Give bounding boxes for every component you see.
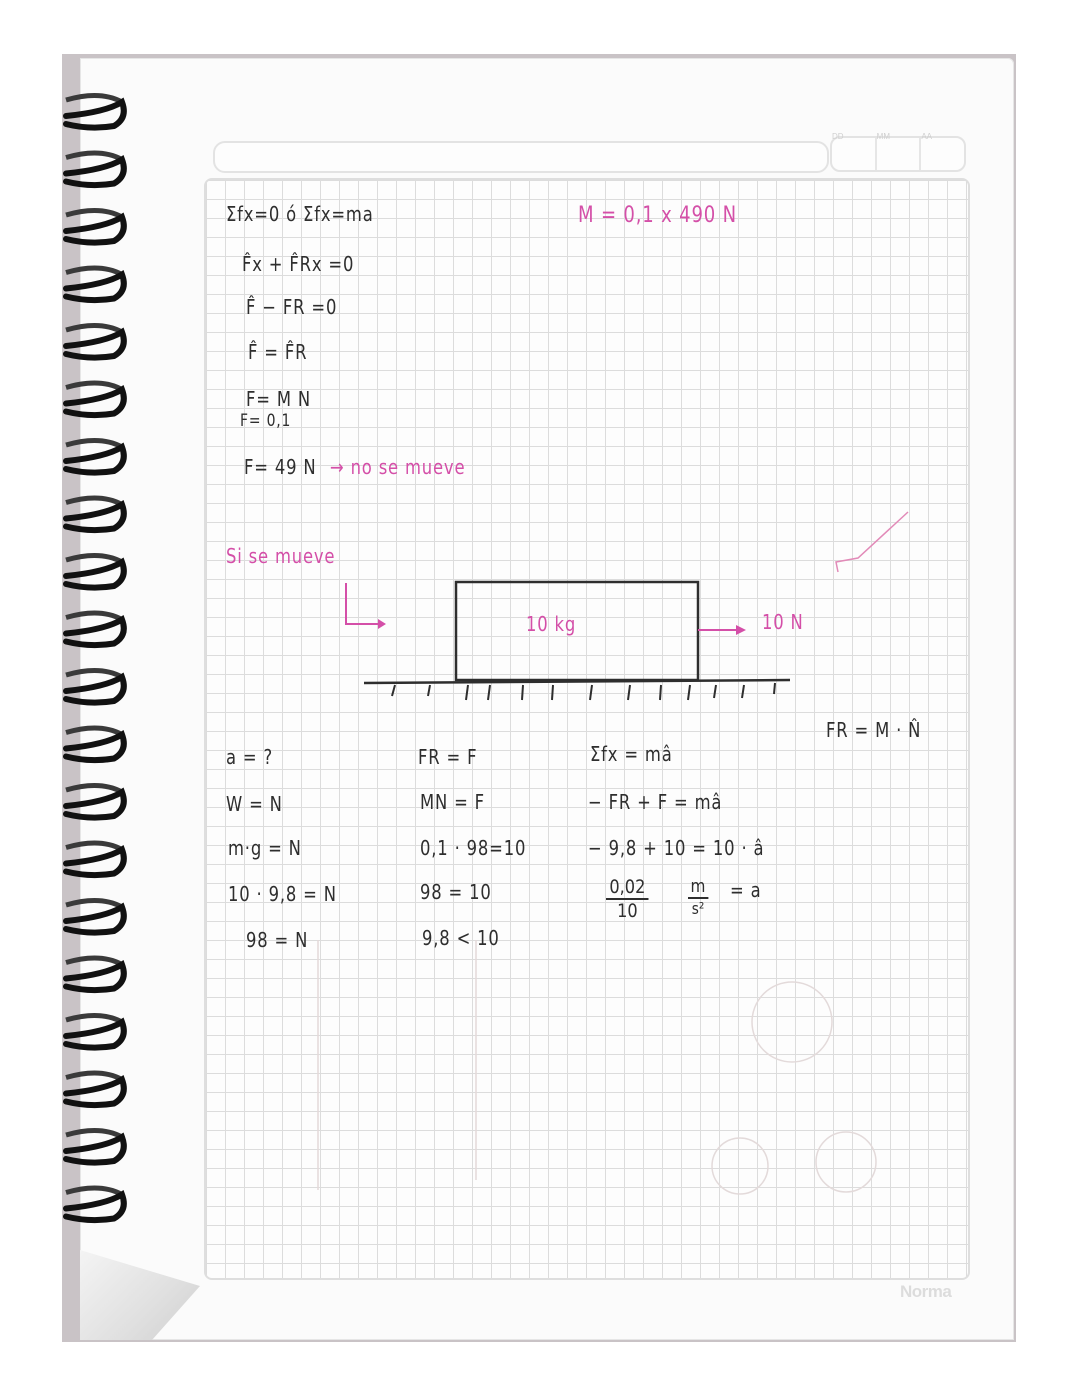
col1-line-4: 10 · 9,8 = N (228, 882, 337, 906)
force-arrow-head-icon (736, 625, 746, 635)
col1-line-2: W = N (226, 792, 283, 816)
force-label: 10 N (762, 610, 804, 634)
force-difference-equation: F̂ − FR =0 (246, 295, 338, 319)
acceleration-result: = a (730, 878, 762, 902)
date-year-label: AA (921, 132, 933, 141)
block-rectangle (456, 582, 698, 680)
friction-result: F= 49 N (244, 455, 317, 479)
stray-pen-stroke (836, 512, 908, 572)
unit-denominator: s² (691, 899, 705, 918)
axis-arrow-icon (346, 583, 378, 624)
ground-line (364, 680, 790, 683)
col2-line-4: 98 = 10 (420, 880, 492, 904)
date-day-label: DD (832, 132, 844, 141)
friction-formula: F= M N (246, 387, 311, 411)
normal-force-calc: M = 0,1 x 490 N (578, 203, 737, 228)
date-month-label: MM (876, 132, 890, 141)
col1-line-5: 98 = N (246, 928, 309, 952)
friction-force-formula: FR = M · N̂ (826, 718, 922, 742)
col2-line-3: 0,1 · 98=10 (420, 836, 527, 860)
fraction-numerator: 0,02 (606, 876, 649, 900)
col1-line-1: a = ? (226, 745, 274, 769)
force-sum-equation: F̂x + F̂Rx =0 (242, 252, 355, 276)
col3-line-3: − 9,8 + 10 = 10 · â (588, 836, 765, 860)
ground-hatching (392, 683, 775, 700)
axis-arrow-head-icon (378, 619, 386, 629)
brand-logo: Norma (900, 1282, 952, 1301)
force-equality-equation: F̂ = F̂R (248, 340, 308, 364)
equilibrium-equation: Σfx=0 ó Σfx=ma (226, 202, 374, 226)
col2-line-2: MN = F (420, 790, 485, 814)
no-motion-note: → no se mueve (330, 455, 466, 479)
col2-line-1: FR = F (418, 745, 478, 769)
col2-line-5: 9,8 < 10 (422, 926, 500, 950)
acceleration-unit (688, 876, 708, 918)
friction-coefficient: F= 0,1 (240, 411, 292, 431)
mass-label: 10 kg (526, 612, 577, 636)
fraction-denominator: 10 (617, 900, 638, 922)
col3-line-2: − FR + F = mâ (588, 790, 723, 814)
motion-caption: Si se mueve (226, 544, 336, 568)
col3-line-1: Σfx = mâ (590, 742, 673, 766)
unit-numerator: m (688, 876, 708, 899)
acceleration-fraction (606, 876, 649, 922)
bleed-through-marks (318, 940, 876, 1194)
col1-line-3: m·g = N (228, 836, 302, 860)
